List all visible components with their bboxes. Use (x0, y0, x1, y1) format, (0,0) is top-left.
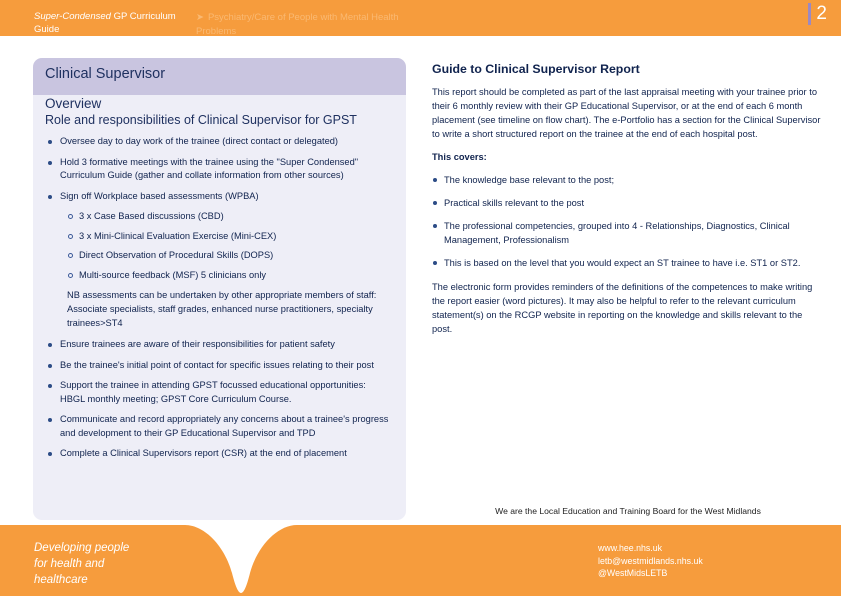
panel-subtitle-group (33, 95, 406, 128)
breadcrumb-label: Psychiatry/Care of People with Mental Health Problems (196, 12, 399, 37)
page-number-group (808, 3, 827, 25)
panel-title: Clinical Supervisor (45, 66, 166, 82)
footer-email[interactable]: letb@westmidlands.nhs.uk (598, 555, 703, 566)
panel-subtitle-secondary: Role and responsibilities of Clinical Supervisor for GPST (45, 113, 357, 127)
closing-paragraph: The electronic form provides reminders of the definitions of the competences to make writing the report easier (word pictures). It may also be helpful to refer to the relevant curriculum statement(s) on the RCGP website in reporting on the knowledge and skills relevant to the post. (432, 282, 813, 334)
footer-tagline-line3: healthcare (34, 574, 88, 586)
panel-subtitle: Overview (45, 96, 102, 111)
page-footer (0, 525, 841, 596)
panel-bullet-list (46, 135, 392, 203)
list-item: Practical skills relevant to the post (432, 196, 824, 210)
guide-title-rest: GP Curriculum Guide (34, 11, 176, 35)
intro-paragraph: This report should be completed as part of the last appraisal meeting with your trainee prior to their 6 monthly review with their GP Educational Supervisor, or at the end of each 6 month placement (see timeline on flow chart). The e-Portfolio has a section for the Clinical Supervisor to write a short structured report on the trainee at the end of each hospital post. (432, 87, 821, 139)
panel-header-band (33, 58, 406, 95)
breadcrumb[interactable] (196, 11, 426, 39)
list-item: The professional competencies, grouped into 4 - Relationships, Diagnostics, Clinical Management, Professionalism (432, 219, 824, 247)
list-item: Multi-source feedback (MSF) 5 clinicians only (67, 269, 392, 283)
covers-list (432, 173, 824, 270)
list-item: Sign off Workplace based assessments (WPBA) (46, 190, 392, 204)
footer-tagline (34, 540, 194, 588)
list-item: Support the trainee in attending GPST focussed educational opportunities: HBGL monthly meeting; GPST Core Curriculum Course. (46, 379, 392, 406)
page-header (0, 0, 841, 36)
breadcrumb-arrow-icon: ➤ (196, 12, 204, 23)
panel-body (33, 128, 406, 461)
footer-tagline-line1: Developing people (34, 542, 130, 554)
list-item: The knowledge base relevant to the post; (432, 173, 824, 187)
page-number: 2 (816, 3, 827, 24)
section-title: Guide to Clinical Supervisor Report (432, 62, 640, 76)
footer-website[interactable]: www.hee.nhs.uk (598, 543, 663, 553)
list-item: Direct Observation of Procedural Skills (DOPS) (67, 249, 392, 263)
footer-tagline-line2: for health and (34, 558, 105, 570)
panel-bullet-list-continued (46, 338, 392, 461)
letb-statement: We are the Local Education and Training Board for the West Midlands (495, 506, 761, 516)
this-covers-label: This covers: (432, 152, 487, 162)
guide-title-italic: Super-Condensed (34, 11, 111, 22)
list-item: Hold 3 formative meetings with the trainee using the "Super Condensed" Curriculum Guide (gather and collate information from other sources) (46, 156, 392, 183)
guide-title (34, 10, 194, 36)
nb-note: NB assessments can be undertaken by other appropriate members of staff: Associate specialists, staff grades, enhanced nurse practitioners, specialty trainees>ST4 (67, 290, 377, 328)
list-item: Oversee day to day work of the trainee (direct contact or delegated) (46, 135, 392, 149)
panel-sub-bullet-list (46, 210, 392, 282)
footer-contact (598, 542, 818, 580)
list-item: Ensure trainees are aware of their responsibilities for patient safety (46, 338, 392, 352)
list-item: Be the trainee's initial point of contact for specific issues relating to their post (46, 359, 392, 373)
list-item: Communicate and record appropriately any concerns about a trainee's progress and development to their GP Educational Supervisor and TPD (46, 413, 392, 440)
list-item: This is based on the level that you would expect an ST trainee to have i.e. ST1 or ST2. (432, 256, 824, 270)
page-number-bar-icon (808, 3, 811, 25)
list-item: 3 x Mini-Clinical Evaluation Exercise (Mini-CEX) (67, 230, 392, 244)
clinical-supervisor-panel (33, 58, 406, 520)
list-item: Complete a Clinical Supervisors report (CSR) at the end of placement (46, 447, 392, 461)
list-item: 3 x Case Based discussions (CBD) (67, 210, 392, 224)
guide-to-csr-section (432, 62, 824, 346)
footer-twitter[interactable]: @WestMidsLETB (598, 568, 668, 578)
